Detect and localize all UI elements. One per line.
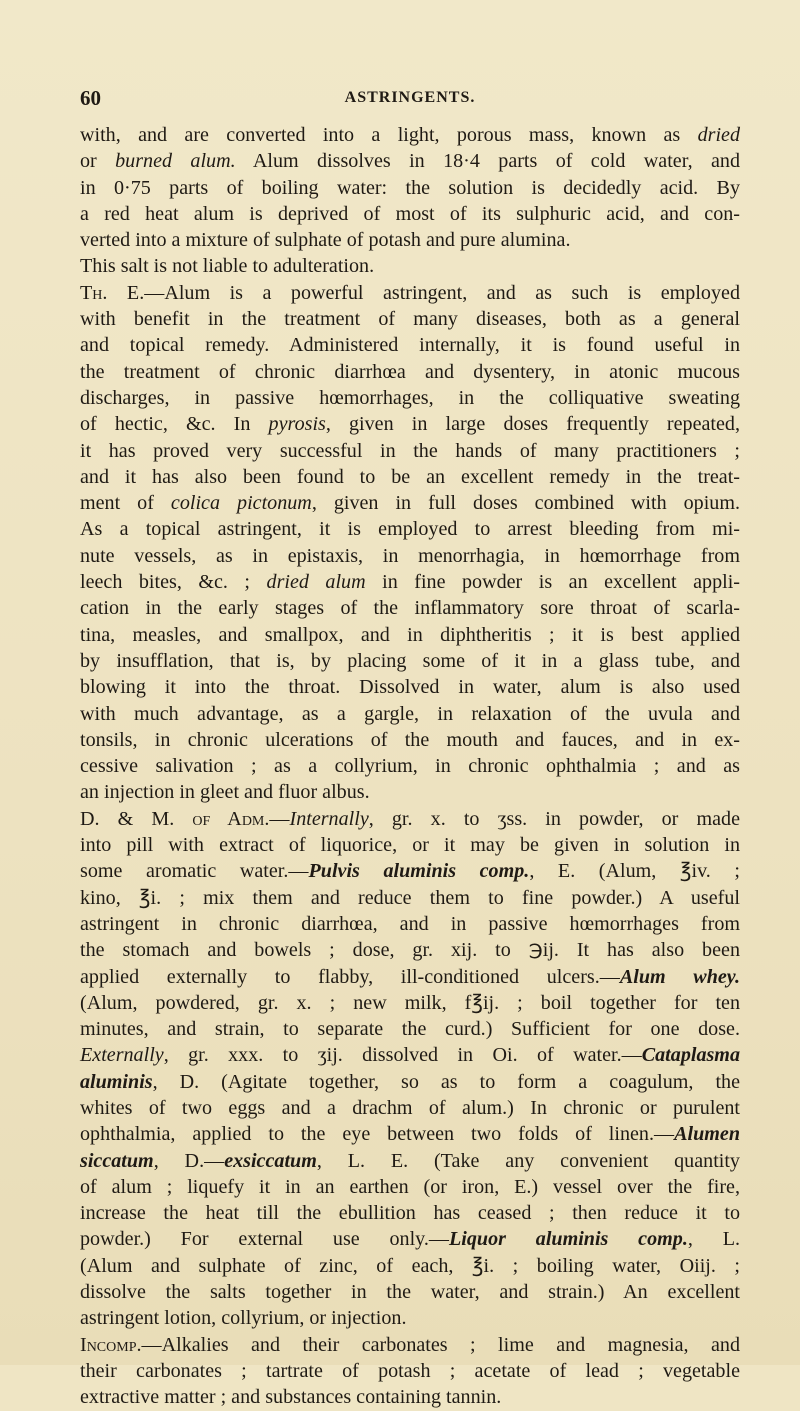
text-line: (Alum and sulphate of zinc, of each, ℥i. ; boiling water, Oiij. ; xyxy=(80,1254,740,1277)
text-line: siccatum, D.—exsiccatum, L. E. (Take any convenient quantity xyxy=(80,1149,740,1172)
page-header xyxy=(80,86,740,110)
text-line: Incomp.—Alkalies and their carbonates ; lime and magnesia, and xyxy=(80,1333,740,1356)
text-line: it has proved very successful in the hands of many practitioners ; xyxy=(80,439,740,462)
text-line: of alum ; liquefy it in an earthen (or iron, E.) vessel over the fire, xyxy=(80,1175,740,1198)
text-line: discharges, in passive hœmorrhages, in the colliquative sweating xyxy=(80,386,740,409)
text-line: and topical remedy. Administered internally, it is found useful in xyxy=(80,334,740,357)
text-line: with benefit in the treatment of many diseases, both as a general xyxy=(80,308,740,331)
text-line: verted into a mixture of sulphate of potash and pure alumina. xyxy=(80,229,571,252)
text-line: This salt is not liable to adulteration. xyxy=(80,255,375,278)
text-line: or burned alum. Alum dissolves in 18·4 parts of cold water, and xyxy=(80,150,740,173)
text-line: and it has also been found to be an excellent remedy in the treat- xyxy=(80,465,740,488)
running-head: ASTRINGENTS. xyxy=(344,89,476,106)
body-text xyxy=(80,122,740,1411)
text-line: with, and are converted into a light, porous mass, known as dried xyxy=(80,124,740,146)
text-line: cessive salivation ; as a collyrium, in chronic ophthalmia ; and as xyxy=(80,755,740,778)
text-line: with much advantage, as a gargle, in relaxation of the uvula and xyxy=(80,702,740,725)
text-line: by insufflation, that is, by placing some of it in a glass tube, and xyxy=(80,649,740,672)
text-line: blowing it into the throat. Dissolved in water, alum is also used xyxy=(80,676,740,699)
text-line: minutes, and strain, to separate the curd.) Sufficient for one dose. xyxy=(80,1018,740,1041)
text-line: Th. E.—Alum is a powerful astringent, and as such is employed xyxy=(80,281,740,304)
text-line: powder.) For external use only.—Liquor aluminis comp., L. xyxy=(80,1228,740,1251)
text-line: applied externally to flabby, ill-conditioned ulcers.—Alum whey. xyxy=(80,965,740,988)
text-line: aluminis, D. (Agitate together, so as to form a coagulum, the xyxy=(80,1070,740,1093)
text-line: Externally, gr. xxx. to ʒij. dissolved in Oi. of water.—Cataplasma xyxy=(80,1044,740,1067)
text-line: (Alum, powdered, gr. x. ; new milk, f℥ij. ; boil together for ten xyxy=(80,991,740,1014)
text-line: dissolve the salts together in the water, and strain.) An excellent xyxy=(80,1281,740,1304)
text-line: whites of two eggs and a drachm of alum.) In chronic or purulent xyxy=(80,1096,740,1119)
text-line: increase the heat till the ebullition has ceased ; then reduce it to xyxy=(80,1202,740,1225)
text-line: an injection in gleet and fluor albus. xyxy=(80,781,370,804)
text-line: leech bites, &c. ; dried alum in fine powder is an excellent appli- xyxy=(80,571,740,594)
text-line: nute vessels, as in epistaxis, in menorrhagia, in hœmorrhage from xyxy=(80,544,740,567)
text-line: tonsils, in chronic ulcerations of the mouth and fauces, and in ex- xyxy=(80,728,740,751)
text-line: ophthalmia, applied to the eye between two folds of linen.—Alumen xyxy=(80,1123,740,1146)
page-number: 60 xyxy=(80,86,101,110)
text-line: of hectic, &c. In pyrosis, given in large doses frequently repeated, xyxy=(80,413,740,436)
text-line: astringent lotion, collyrium, or injection. xyxy=(80,1307,407,1330)
text-line: the stomach and bowels ; dose, gr. xij. to ℈ij. It has also been xyxy=(80,939,740,962)
text-line: D. & M. of Adm.—Internally, gr. x. to ʒss. in powder, or made xyxy=(80,807,740,830)
text-line: a red heat alum is deprived of most of its sulphuric acid, and con- xyxy=(80,202,740,225)
text-line: extractive matter ; and substances containing tannin. xyxy=(80,1386,502,1409)
text-line: some aromatic water.—Pulvis aluminis comp., E. (Alum, ℥iv. ; xyxy=(80,860,740,883)
text-line: their carbonates ; tartrate of potash ; acetate of lead ; vegetable xyxy=(80,1359,740,1382)
text-line: kino, ℥i. ; mix them and reduce them to fine powder.) A useful xyxy=(80,886,740,909)
text-line: astringent in chronic diarrhœa, and in passive hœmorrhages from xyxy=(80,912,740,935)
text-line: the treatment of chronic diarrhœa and dysentery, in atonic mucous xyxy=(80,360,740,383)
text-line: in 0·75 parts of boiling water: the solution is decidedly acid. By xyxy=(80,176,740,199)
text-line: tina, measles, and smallpox, and in diphtheritis ; it is best applied xyxy=(80,623,740,646)
text-line: into pill with extract of liquorice, or it may be given in solution in xyxy=(80,834,740,857)
text-line: ment of colica pictonum, given in full doses combined with opium. xyxy=(80,492,740,515)
text-line: cation in the early stages of the inflammatory sore throat of scarla- xyxy=(80,597,740,620)
text-line: As a topical astringent, it is employed to arrest bleeding from mi- xyxy=(80,518,740,541)
